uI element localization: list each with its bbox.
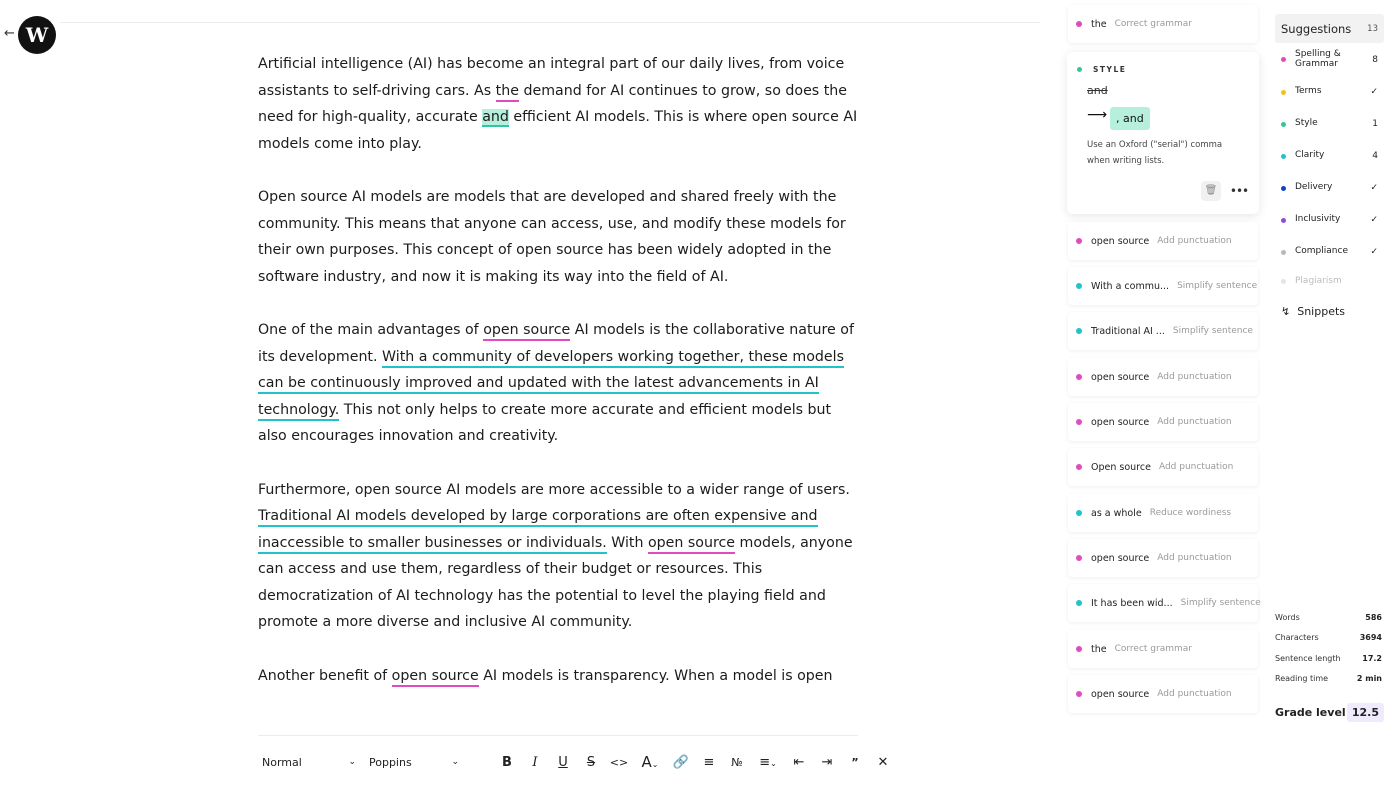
arrow-right-icon: ⟶ bbox=[1087, 107, 1108, 123]
italic-button[interactable]: I bbox=[532, 754, 538, 770]
more-options-icon[interactable]: ••• bbox=[1229, 184, 1249, 198]
stat-value: 586 bbox=[1365, 613, 1382, 622]
suggestion-item[interactable] bbox=[1068, 312, 1258, 350]
suggestion-item[interactable] bbox=[1068, 267, 1258, 305]
suggestion-action: Add punctuation bbox=[1157, 689, 1232, 699]
style-dot-icon bbox=[1077, 67, 1082, 72]
numbered-list-icon[interactable]: № bbox=[731, 755, 743, 769]
check-icon: ✓ bbox=[1370, 87, 1378, 97]
suggestion-term: open source bbox=[1091, 371, 1150, 383]
category-dot-icon bbox=[1076, 419, 1082, 425]
grade-level-value: 12.5 bbox=[1347, 703, 1384, 722]
suggestion-action: Simplify sentence bbox=[1177, 281, 1258, 291]
suggestion-action: Simplify sentence bbox=[1172, 326, 1253, 336]
clear-format-icon[interactable]: ✕ bbox=[877, 754, 889, 770]
category-label: Inclusivity bbox=[1295, 214, 1341, 225]
suggestion-term: open source bbox=[1091, 416, 1150, 428]
chevron-down-icon: ⌄ bbox=[451, 757, 459, 767]
category-dot-icon bbox=[1281, 154, 1286, 159]
category-dot-icon bbox=[1281, 250, 1286, 255]
category-spelling-grammar[interactable] bbox=[1281, 50, 1378, 69]
suggestion-item[interactable] bbox=[1068, 675, 1258, 713]
category-dot-icon bbox=[1076, 21, 1082, 27]
suggestion-term: It has been wid... bbox=[1091, 597, 1173, 609]
flag-open-source[interactable]: open source bbox=[648, 535, 735, 554]
suggestion-item[interactable] bbox=[1068, 358, 1258, 396]
chevron-down-icon: ⌄ bbox=[348, 757, 356, 767]
stat-label: Sentence length bbox=[1275, 654, 1341, 663]
back-arrow-icon[interactable]: ← bbox=[4, 26, 15, 41]
style-suggestion-card[interactable] bbox=[1067, 52, 1259, 214]
suggestion-action: Correct grammar bbox=[1114, 644, 1192, 654]
stat-value: 17.2 bbox=[1362, 654, 1382, 663]
flag-and-highlighted[interactable]: and bbox=[482, 109, 509, 126]
category-dot-icon bbox=[1281, 57, 1286, 62]
link-icon[interactable]: 🔗 bbox=[672, 754, 690, 770]
suggestion-term: open source bbox=[1091, 552, 1150, 564]
category-dot-icon bbox=[1076, 510, 1082, 516]
category-terms[interactable] bbox=[1281, 87, 1378, 97]
paragraph-2: Open source AI models are models that are developed and shared freely with the community. This means that anyone can access, use, and modify these models for their own purposes. This concept of open source has been widely adopted in the software industry, and now it is making its way into the field of AI. bbox=[258, 188, 846, 285]
suggestion-term: open source bbox=[1091, 235, 1150, 247]
flag-traditional-ai[interactable]: Traditional AI models developed by large corporations are often expensive and inaccessible to smaller businesses or individuals. bbox=[258, 508, 818, 554]
category-label: Compliance bbox=[1295, 246, 1348, 257]
snippets-button[interactable]: ↯ Snippets bbox=[1281, 305, 1346, 318]
document-editor[interactable] bbox=[258, 51, 858, 716]
suggestions-count: 13 bbox=[1367, 23, 1378, 34]
formatting-toolbar bbox=[258, 750, 897, 774]
replacement-button[interactable]: , and bbox=[1110, 107, 1150, 130]
underline-button[interactable]: U bbox=[558, 754, 568, 770]
bullet-list-icon[interactable]: ≡ bbox=[703, 754, 715, 770]
check-icon: ✓ bbox=[1370, 215, 1378, 225]
top-divider bbox=[60, 22, 1040, 23]
flag-open-source[interactable]: open source bbox=[392, 668, 479, 687]
suggestion-term: With a commu... bbox=[1091, 280, 1170, 292]
outdent-icon[interactable]: ⇤ bbox=[793, 754, 805, 770]
code-icon[interactable]: <> bbox=[609, 755, 629, 769]
stat-row bbox=[1275, 633, 1382, 642]
check-icon: ✓ bbox=[1370, 247, 1378, 257]
category-dot-icon bbox=[1076, 600, 1082, 606]
suggestion-term: the bbox=[1091, 643, 1107, 655]
flag-open-source[interactable]: open source bbox=[483, 322, 570, 341]
category-dot-icon bbox=[1281, 90, 1286, 95]
stat-value: 3694 bbox=[1359, 633, 1382, 642]
stat-row bbox=[1275, 654, 1382, 663]
category-label: Style bbox=[1295, 118, 1318, 129]
category-inclusivity[interactable] bbox=[1281, 215, 1378, 225]
app-logo[interactable]: W bbox=[18, 16, 56, 54]
stat-label: Words bbox=[1275, 613, 1300, 622]
original-text: and bbox=[1087, 84, 1108, 97]
paragraph-style-select[interactable]: Normal ⌄ bbox=[262, 755, 356, 769]
suggestion-term: Open source bbox=[1091, 461, 1151, 473]
suggestion-action: Reduce wordiness bbox=[1149, 508, 1232, 518]
stat-value: 2 min bbox=[1356, 674, 1382, 683]
category-dot-icon bbox=[1076, 646, 1082, 652]
bold-button[interactable]: B bbox=[502, 754, 512, 770]
category-dot-icon bbox=[1281, 218, 1286, 223]
suggestions-header[interactable]: Suggestions 13 bbox=[1275, 14, 1384, 43]
stat-label: Reading time bbox=[1275, 674, 1329, 683]
suggestion-item[interactable] bbox=[1068, 630, 1258, 668]
suggestion-action: Add punctuation bbox=[1158, 462, 1234, 472]
category-dot-icon bbox=[1281, 279, 1286, 284]
suggestion-action: Add punctuation bbox=[1157, 417, 1232, 427]
category-dot-icon bbox=[1076, 555, 1082, 561]
category-dot-icon bbox=[1281, 186, 1286, 191]
suggestion-item[interactable] bbox=[1068, 448, 1258, 486]
suggestion-item[interactable] bbox=[1068, 222, 1258, 260]
stat-row bbox=[1275, 674, 1382, 683]
suggestion-term: open source bbox=[1091, 688, 1150, 700]
suggestion-action: Correct grammar bbox=[1114, 19, 1192, 29]
suggestion-item[interactable] bbox=[1068, 539, 1258, 577]
font-family-select[interactable]: Poppins ⌄ bbox=[369, 755, 459, 769]
category-count: 8 bbox=[1372, 54, 1378, 65]
category-clarity[interactable] bbox=[1281, 151, 1378, 161]
category-dot-icon bbox=[1076, 283, 1082, 289]
grade-level: Grade level 12.5 bbox=[1275, 703, 1384, 722]
strikethrough-button[interactable]: S bbox=[586, 754, 596, 770]
category-dot-icon bbox=[1076, 328, 1082, 334]
suggestion-term: Traditional AI ... bbox=[1091, 325, 1165, 337]
indent-icon[interactable]: ⇥ bbox=[821, 754, 833, 770]
category-count: 4 bbox=[1372, 151, 1378, 161]
category-dot-icon bbox=[1076, 238, 1082, 244]
flag-the[interactable]: the bbox=[496, 83, 519, 102]
category-label: Terms bbox=[1295, 86, 1322, 97]
stat-row bbox=[1275, 613, 1382, 622]
paragraph-1: Artificial intelligence (AI) has become an integral part of our daily lives, from voice assistants to self-driving cars. As the demand for AI continues to grow, so does the need for high-quality, accurate and efficient AI models. This is where open source AI models come into play. bbox=[258, 56, 858, 152]
paragraph-3: One of the main advantages of open source AI models is the collaborative nature of its development. With a community of developers working together, these models can be continuously improved and updated with the latest advancements in AI technology. This not only helps to create more accurate and efficient models but also encourages innovation and creativity. bbox=[258, 321, 854, 445]
category-label: Plagiarism bbox=[1295, 276, 1342, 286]
category-label: Delivery bbox=[1295, 182, 1333, 193]
suggestion-category: STYLE bbox=[1077, 65, 1126, 74]
suggestion-action: Add punctuation bbox=[1157, 236, 1232, 246]
category-dot-icon bbox=[1281, 122, 1286, 127]
suggestion-action: Add punctuation bbox=[1157, 553, 1232, 563]
suggestion-action: Simplify sentence bbox=[1180, 598, 1261, 608]
category-style[interactable] bbox=[1281, 119, 1378, 129]
suggestion-item[interactable] bbox=[1068, 584, 1261, 622]
category-label: Spelling & Grammar bbox=[1295, 49, 1341, 69]
category-plagiarism[interactable] bbox=[1281, 277, 1378, 287]
category-dot-icon bbox=[1076, 691, 1082, 697]
text-color-button[interactable]: A⌄ bbox=[641, 753, 659, 771]
category-count: 1 bbox=[1372, 119, 1378, 129]
suggestion-explanation: Use an Oxford ("serial") comma when writing lists. bbox=[1087, 140, 1223, 166]
check-icon: ✓ bbox=[1370, 183, 1378, 193]
paragraph-4: Furthermore, open source AI models are more accessible to a wider range of users. Traditional AI models developed by large corporations are often expensive and inaccessible to smaller businesses or individuals. With open source models, anyone can access and use them, regardless of their budget or resources. This democratization of AI technology has the potential to level the playing field and promote a more diverse and inclusive AI community. bbox=[258, 481, 853, 631]
suggestion-item[interactable] bbox=[1068, 5, 1258, 43]
align-icon[interactable]: ≡⌄ bbox=[759, 754, 777, 770]
trash-icon[interactable]: 🗑 bbox=[1201, 181, 1221, 201]
toolbar-divider bbox=[258, 735, 858, 736]
category-dot-icon bbox=[1076, 374, 1082, 380]
suggestion-item[interactable] bbox=[1068, 403, 1258, 441]
category-label: Clarity bbox=[1295, 150, 1325, 161]
suggestion-term: the bbox=[1091, 18, 1107, 30]
suggestion-item[interactable] bbox=[1068, 494, 1258, 532]
lightning-icon: ↯ bbox=[1281, 305, 1291, 318]
category-dot-icon bbox=[1076, 464, 1082, 470]
suggestion-action: Add punctuation bbox=[1157, 372, 1232, 382]
category-compliance[interactable] bbox=[1281, 247, 1378, 257]
quote-icon[interactable]: ” bbox=[851, 755, 859, 769]
paragraph-5: Another benefit of open source AI models is transparency. When a model is open bbox=[258, 663, 858, 690]
flag-with-a-community[interactable]: With a community of developers working together, these models can be continuously improved and updated with the latest advancements in AI technology. bbox=[258, 349, 844, 421]
suggestion-term: as a whole bbox=[1091, 507, 1142, 519]
stat-label: Characters bbox=[1275, 633, 1319, 642]
category-delivery[interactable] bbox=[1281, 183, 1378, 193]
